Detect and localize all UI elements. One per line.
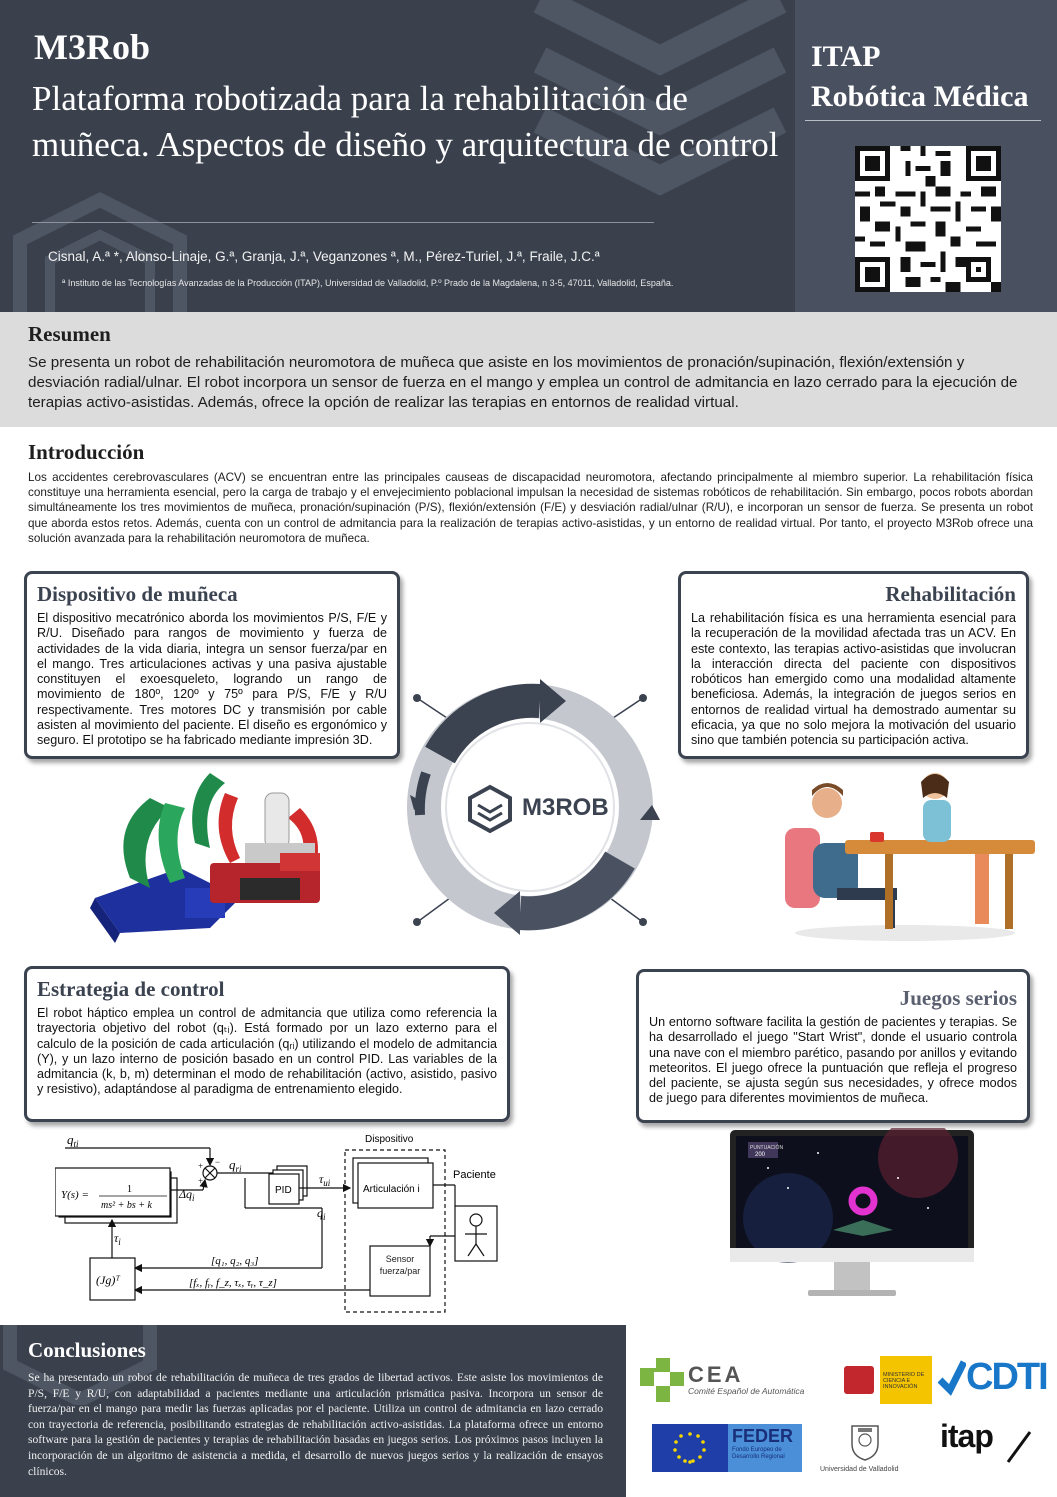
itap-slash-icon: [1006, 1428, 1032, 1464]
uva-crest-icon: [848, 1422, 882, 1462]
introduccion-heading: Introducción: [28, 440, 145, 464]
joint-block: Articulación i: [363, 1184, 420, 1195]
dispositivo-box: [24, 571, 400, 759]
therapy-illustration: [775, 768, 1035, 943]
qti-label: $q_{ti}$: [67, 1132, 79, 1149]
dispositivo-heading: Dispositivo de muñeca: [37, 582, 238, 606]
ministerio-logo: [838, 1356, 932, 1404]
juegos-heading: Juegos serios: [899, 986, 1017, 1010]
divider: [32, 222, 654, 223]
conclusiones-heading: Conclusiones: [28, 1338, 146, 1362]
plus-sign: +: [198, 1161, 204, 1171]
sensor-block: Sensor fuerza/par: [379, 1254, 421, 1276]
resumen-text: Se presenta un robot de rehabilitación neuromotora de muñeca que asiste en los movimientos de pronación/supinación, flexión/extensión y desviación radial/ulnar. El robot incorpora un sensor de fuerza en el mango y emplea un control de admitancia en lazo cerrado para la ejecución de terapias activo-asistidas. Además, ofrece la opción de realizar las terapias en entornos de realidad virtual.: [28, 354, 1018, 411]
affiliation: ª Instituto de las Tecnologías Avanzadas de la Producción (ITAP), Universidad de Valladolid, P.º Prado de la Magdalena, n 3-5, 47011, Valladolid, España.: [62, 278, 674, 288]
qri-label: $q_{ri}$: [229, 1157, 242, 1174]
feder-logo-text: FEDER: [732, 1426, 794, 1446]
estrategia-box: [24, 966, 510, 1122]
tau-u-label: $\tau_{ui}$: [319, 1172, 331, 1188]
hexagon-decoration-icon: [0, 180, 200, 312]
cea-logo-icon: [640, 1358, 684, 1402]
jacobian-block: (Jg)ᵀ: [96, 1273, 120, 1287]
admittance-den: ms² + bs + k: [101, 1200, 152, 1211]
juegos-text: Un entorno software facilita la gestión de pacientes y terapias. Se ha desarrollado el juego "Start Wrist", donde el usuario controla una nave con el miembro parético, pasando por anillos y evitando meteoritos. El juego ofrece la puntuación que refleja el progreso del paciente, se ajusta según sus necesidades, y ofrece modos de juego para diferentes movimientos de muñeca.: [649, 1015, 1017, 1106]
cdti-logo-icon: [938, 1358, 966, 1402]
game-score-label: PUNTUACIÓN: [750, 1145, 784, 1151]
m3rob-logo-text: M3ROB: [522, 794, 609, 821]
minus-sign: −: [215, 1157, 221, 1167]
rehabilitacion-text: La rehabilitación física es una herramienta esencial para la recuperación de la movilidad afectada tras un ACV. En este contexto, las terapias activo-asistidas que involucran la interacción directa del paciente con dispositivos robóticos han emergido como una modalidad altamente beneficiosa. Además, la integración de juegos serios en entornos de realidad virtual ha demostrado aumentar su eficacia, ya que no solo mejora la motivación del usuario sino que también potencia su participación activa.: [691, 611, 1016, 748]
dispositivo-text: El dispositivo mecatrónico aborda los movimientos P/S, F/E y R/U. Diseñado para rangos de movimiento y fuerza de actividades de la vida diaria, integra un sensor fuerza/par en el mango. Tres articulaciones activas y una pasiva ajustable constituyen el exoesqueleto, logrando un rango de movimiento de 180º, 120º y 75º para P/S, F/E y R/U respectivamente. Tres motores DC y transmisión por cable asisten al movimiento del paciente. El diseño es ergonómico y seguro. El prototipo se ha fabricado mediante impresión 3D.: [37, 611, 387, 748]
wrist-device-illustration: [90, 768, 340, 943]
poster-subtitle: Plataforma robotizada para la rehabilitación de muñeca. Aspectos de diseño y arquitectura de control: [32, 79, 779, 164]
divider: [805, 120, 1041, 121]
admittance-lhs: Y(s) =: [61, 1189, 89, 1201]
game-monitor-illustration: [728, 1128, 976, 1308]
estrategia-heading: Estrategia de control: [37, 977, 225, 1001]
plus-sign: +: [198, 1176, 204, 1186]
feder-logo-subtitle: Fondo Europeo de Desarrollo Regional: [732, 1447, 785, 1460]
resumen-heading: Resumen: [28, 322, 111, 346]
admittance-num: 1: [127, 1184, 132, 1195]
q-vector-label: [q₁, q₂, q₃]: [211, 1255, 259, 1267]
qr-code-icon[interactable]: [855, 146, 1001, 292]
introduccion-text: Los accidentes cerebrovasculares (ACV) se encuentran entre las principales causeas de discapacidad neuromotora, afectando principalmente al miembro superior. La rehabilitación física constituye una herramienta esencial, pero la carga de trabajo y el envejecimiento poblacional impulsan la necesidad de sistemas robóticos de rehabilitación. Sin embargo, pocos robots abordan simultáneamente los tres movimientos de muñeca, pronación/supinación (P/S), flexión/extensión (F/E) y desviación radial/ulnar (R/U), e incorporan un sensor de fuerza. Se presenta un robot que aborda estos retos. Además, cuenta con un control de admitancia para la realización de terapias activo-asistidas, y un entorno de realidad virtual. Por tanto, el proyecto M3Rob ofrece una solución avanzada para la rehabilitación neuromotora de muñeca.: [28, 471, 1033, 545]
cea-logo-text: CEA: [688, 1362, 744, 1387]
conclusiones-text: Se ha presentado un robot de rehabilitación de muñeca de tres grados de libertad activos. Este asiste los movimientos de P/S, F/E y R/U, con adaptabilidad a pacientes mediante una articulación prismática pasiva. Incorpora un sensor de fuerza/par en el mango para medir las fuerzas aplicadas por el paciente. Utiliza un control de admitancia en lazo cerrado con trayectoria de referencia, posibilitando estrategias de rehabilitación activo-asistidas. La plataforma ofrece un entorno software para la gestión de pacientes y terapias de rehabilitación basadas en juegos serios. Los próximos pasos incluyen la incorporación de un algoritmo de asistencia a medida, el desarrollo de nuevos juegos serios y la realización de ensayos clínicos.: [28, 1371, 603, 1478]
delta-q-label: $\Delta q_i$: [179, 1187, 195, 1203]
device-label: Dispositivo: [365, 1134, 414, 1145]
rehabilitacion-heading: Rehabilitación: [885, 582, 1016, 606]
tau-i-label: $\tau_i$: [114, 1231, 121, 1247]
poster-title: M3Rob: [34, 27, 150, 67]
cdti-logo-text: CDTI: [966, 1356, 1047, 1398]
cea-logo-subtitle: Comité Español de Automática: [688, 1386, 805, 1396]
f-vector-label: [fₓ, fᵧ, f_z, τₓ, τᵧ, τ_z]: [189, 1277, 277, 1289]
uva-logo-text: Universidad de Valladolid: [820, 1466, 899, 1473]
eu-flag-icon: [652, 1424, 728, 1472]
rehabilitacion-box: [678, 571, 1029, 759]
org-name: ITAP: [811, 40, 881, 73]
ministerio-text: MINISTERIO DE CIENCIA E INNOVACIÓN: [883, 1372, 925, 1390]
authors: Cisnal, A.ª *, Alonso-Linaje, G.ª, Granja, J.ª, Veganzones ª, M., Pérez-Turiel, J.ª, Fraile, J.C.ª: [48, 249, 600, 264]
estrategia-text: El robot háptico emplea un control de admitancia que utiliza como referencia la trayectoria objetivo del robot (qₜᵢ). Está formado por un lazo externo para el calculo de la posición de cada articulación (qᵣᵢ) utilizando el modelo de admitancia (Y), y un lazo interno de posición basado en un control PID. Las variables de la admitancia (k, b, m) determinan el modo de rehabilitación (activo, asistido, pasivo y resistivo), adaptándose al paradigma de entrenamiento elegido.: [37, 1006, 497, 1097]
qi-label: $q_i$: [317, 1206, 326, 1222]
patient-label: Paciente: [453, 1169, 496, 1181]
pid-block: PID: [275, 1185, 292, 1196]
itap-logo-text: itap: [940, 1418, 993, 1454]
group-name: Robótica Médica: [811, 80, 1029, 113]
m3rob-cycle-graphic: [370, 655, 690, 965]
feder-logo: [728, 1424, 802, 1472]
control-block-diagram: [55, 1128, 515, 1318]
juegos-box: [636, 969, 1030, 1123]
game-score-value: 200: [755, 1152, 766, 1158]
